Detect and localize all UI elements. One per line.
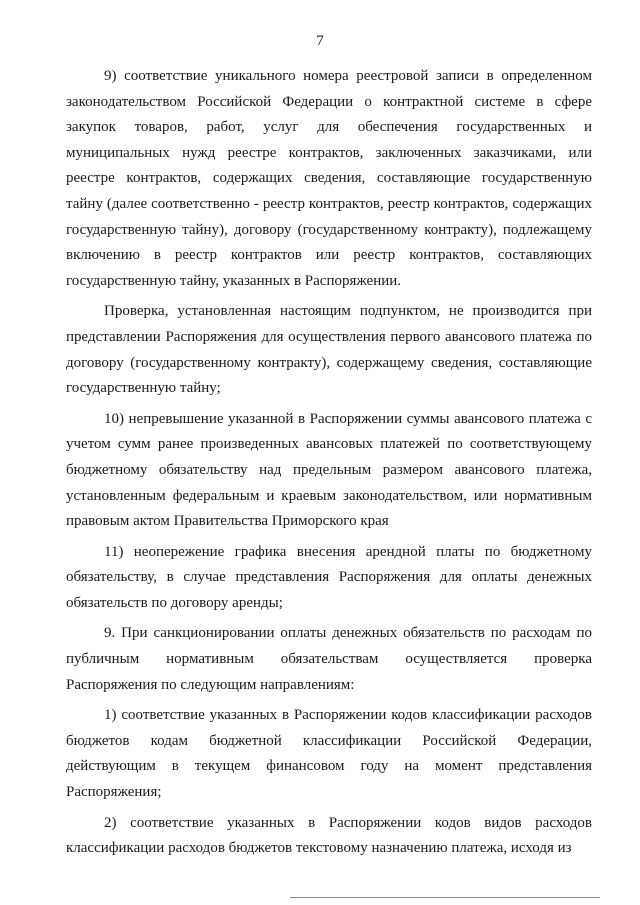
paragraph-item-2: 2) соответствие указанных в Распоряжении кодов видов расходов классификации расходов бюджетов текстовому назначению платежа, исходя из xyxy=(66,814,592,857)
paragraph-check-exception: Проверка, установленная настоящим подпунктом, не производится при представлении Распоряжения для осуществления первого авансового платежа по договору (государственному контракту), содержащему сведения, составляющие государственную тайну; xyxy=(66,303,592,397)
paragraph-item-9: 9) соответствие уникального номера реестровой записи в определенном законодательством Российской Федерации о контрактной системе в сфере закупок товаров, работ, услуг для обеспечения государственных и муниципальных нужд реестре контрактов, заключенных заказчиками, или реестре контрактов, содержащих сведения, составляющие государственную тайну (далее соответственно - реестр контрактов, реестр контрактов, содержащих государственную тайну), договору (государственному контракту), подлежащему включению в реестр контрактов или реестр контрактов, составляющих государственную тайну, указанных в Распоряжении. xyxy=(66,68,592,289)
page-number: 7 xyxy=(316,33,324,49)
paragraph-item-11: 11) неопережение графика внесения арендной платы по бюджетному обязательству, в случае представления Распоряжения для оплаты денежных обязательств по договору аренды; xyxy=(66,543,592,611)
paragraph-item-1: 1) соответствие указанных в Распоряжении кодов классификации расходов бюджетов кодам бюджетной классификации Российской Федерации, действующим в текущем финансовом году на момент представления Распоряжения; xyxy=(66,707,592,801)
document-body xyxy=(66,64,592,867)
paragraph-section-9: 9. При санкционировании оплаты денежных обязательств по расходам по публичным нормативным обязательствам осуществляется проверка Распоряжения по следующим направлениям: xyxy=(66,625,592,693)
paragraph-item-10: 10) непревышение указанной в Распоряжении суммы авансового платежа с учетом сумм ранее произведенных авансовых платежей по соответствующему бюджетному обязательству над предельным размером авансового платежа, установленным федеральным и краевым законодательством, или нормативным правовым актом Правительства Приморского края xyxy=(66,410,592,530)
page-bottom-rule xyxy=(290,897,600,898)
